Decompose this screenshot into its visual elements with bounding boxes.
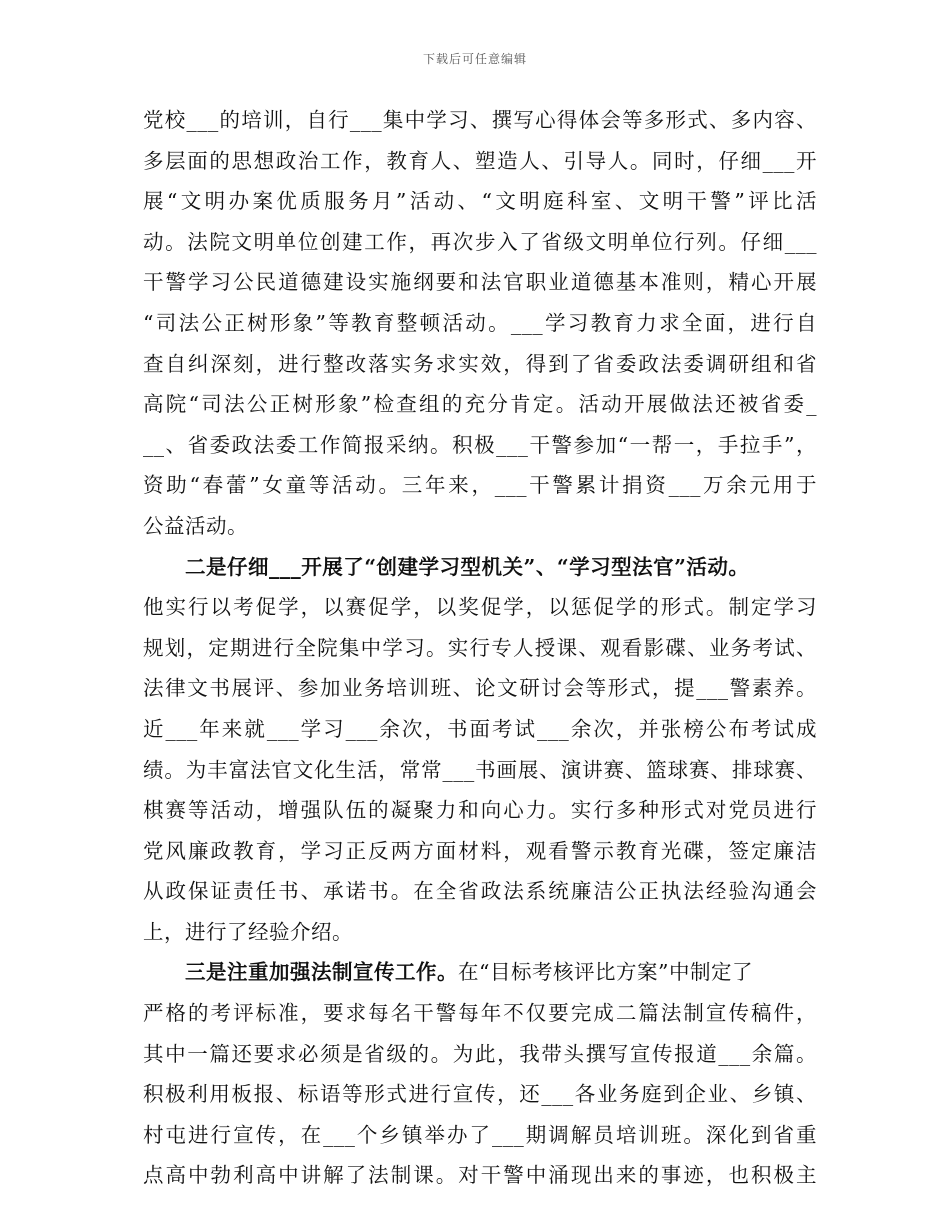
text-line: 近___年来就___学习___余次，书面考试___余次，并张榜公布考试成 — [143, 716, 817, 741]
text-line: 党风廉政教育，学习正反两方面材料，观看警示教育光碟，签定廉洁 — [143, 838, 817, 863]
text-line: “司法公正树形象”等教育整顿活动。___学习教育力求全面，进行自 — [143, 310, 817, 335]
text-line: 资助“春蕾”女童等活动。三年来，___干警累计捐资___万余元用于 — [143, 473, 817, 498]
document-body — [143, 100, 817, 1196]
text-line: 干警学习公民道德建设实施纲要和法官职业道德基本准则，精心开展 — [143, 270, 817, 295]
text-line: 严格的考评标准，要求每名干警每年不仅要完成二篇法制宣传稿件， — [143, 1001, 817, 1026]
text-line: 规划，定期进行全院集中学习。实行专人授课、观看影碟、业务考试、 — [143, 635, 817, 660]
text-line: 党校___的培训，自行___集中学习、撰写心得体会等多形式、多内容、 — [143, 108, 817, 132]
heading-continuation: 在“目标考核评比方案”中制定了 — [458, 960, 753, 985]
text-line: 动。法院文明单位创建工作，再次步入了省级文明单位行列。仔细___ — [143, 229, 817, 254]
page-header: 下载后可任意编辑 — [422, 52, 527, 66]
text-line: 高院“司法公正树形象”检查组的充分肯定。活动开展做法还被省委_ — [143, 392, 817, 417]
text-line: 点高中勃利高中讲解了法制课。对干警中涌现出来的事迹，也积极主 — [143, 1163, 817, 1188]
text-line: 其中一篇还要求必须是省级的。为此，我带头撰写宣传报道___余篇。 — [143, 1041, 817, 1066]
text-line: 积极利用板报、标语等形式进行宣传，还___各业务庭到企业、乡镇、 — [143, 1082, 817, 1107]
paragraph-first-line — [143, 952, 817, 993]
text-line: 多层面的思想政治工作，教育人、塑造人、引导人。同时，仔细___开 — [143, 148, 817, 173]
text-line: 展“文明办案优质服务月”活动、“文明庭科室、文明干警”评比活 — [143, 189, 817, 214]
text-line: 棋赛等活动，增强队伍的凝聚力和向心力。实行多种形式对党员进行 — [143, 798, 817, 823]
text-line: 上，进行了经验介绍。 — [143, 919, 353, 944]
text-line: 公益活动。 — [143, 513, 248, 538]
text-line: 绩。为丰富法官文化生活，常常___书画展、演讲赛、篮球赛、排球赛、 — [143, 757, 817, 782]
paragraph-3 — [143, 952, 817, 1196]
text-line: 他实行以考促学，以赛促学，以奖促学，以惩促学的形式。制定学习 — [143, 595, 817, 620]
text-line: __、省委政法委工作简报采纳。积极___干警参加“一帮一，手拉手”， — [143, 432, 817, 457]
paragraph-2 — [143, 547, 817, 953]
text-line: 查自纠深刻，进行整改落实务求实效，得到了省委政法委调研组和省 — [143, 351, 817, 376]
text-line: 法律文书展评、参加业务培训班、论文研讨会等形式，提___警素养。 — [143, 676, 817, 701]
text-line: 从政保证责任书、承诺书。在全省政法系统廉洁公正执法经验沟通会 — [143, 879, 817, 904]
paragraph-heading: 三是注重加强法制宣传工作。 — [185, 960, 458, 985]
paragraph-1 — [143, 100, 817, 547]
paragraph-heading: 二是仔细___开展了“创建学习型机关”、“学习型法官”活动。 — [185, 554, 750, 579]
text-line: 村屯进行宣传，在___个乡镇举办了___期调解员培训班。深化到省重 — [143, 1122, 817, 1147]
